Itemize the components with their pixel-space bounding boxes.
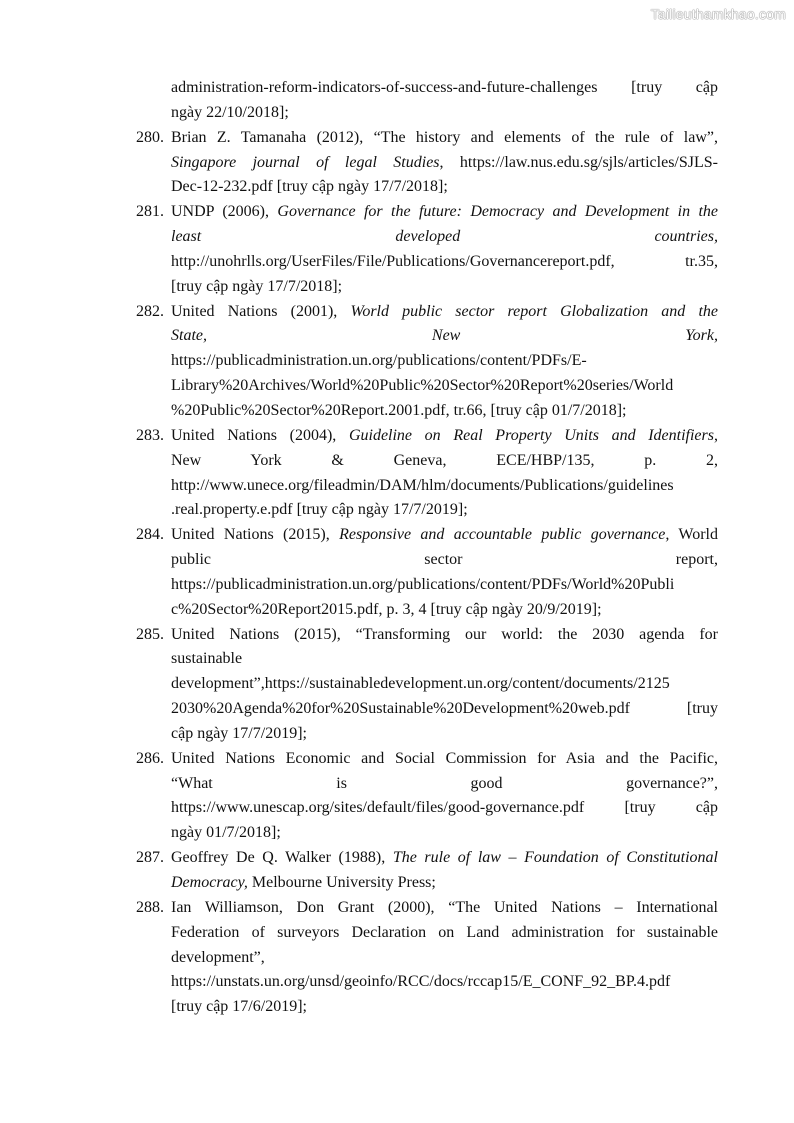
reference-line bbox=[171, 126, 718, 151]
reference-number: 288. bbox=[136, 898, 164, 916]
reference-segment: c%20Sector%20Report2015.pdf, p. 3, 4 [truy cập ngày 20/9/2019]; bbox=[171, 600, 602, 618]
reference-segment: https://unstats.un.org/unsd/geoinfo/RCC/docs/rccap15/E_CONF_92_BP.4.pdf bbox=[171, 973, 671, 991]
reference-line bbox=[171, 349, 718, 374]
italic-title-text: Governance for the future: Democracy and Development in the bbox=[277, 203, 719, 221]
reference-segment: sustainable bbox=[171, 650, 243, 668]
continuation-text bbox=[136, 76, 718, 126]
reference-text bbox=[171, 126, 718, 201]
reference-line bbox=[171, 548, 718, 573]
italic-title-text: Guideline on Real Property Units and Identifiers bbox=[348, 426, 714, 444]
reference-text bbox=[171, 300, 718, 424]
reference-line bbox=[171, 324, 718, 349]
reference-segment: Dec-12-232.pdf [truy cập ngày 17/7/2018]; bbox=[171, 178, 448, 196]
reference-line bbox=[171, 772, 718, 797]
reference-segment: Brian Z. Tamanaha (2012), “The history and elements of the rule of law”, bbox=[171, 128, 718, 146]
reference-segment: https://publicadministration.un.org/publications/content/PDFs/E- bbox=[171, 352, 587, 370]
reference-text bbox=[171, 623, 718, 747]
italic-title-text: The rule of law – Foundation of Constitutional bbox=[392, 849, 719, 867]
reference-text bbox=[171, 424, 718, 523]
reference-segment: Library%20Archives/World%20Public%20Sector%20Report%20series/World bbox=[171, 377, 674, 395]
reference-number: 284. bbox=[136, 526, 164, 544]
reference-line bbox=[171, 747, 718, 772]
reference-segment: Geoffrey De Q. Walker (1988), bbox=[171, 849, 393, 867]
reference-entry bbox=[136, 200, 718, 299]
italic-title-text: Responsive and accountable public governance, bbox=[339, 526, 670, 544]
reference-line bbox=[171, 871, 718, 896]
reference-segment: United Nations Economic and Social Commission for Asia and the Pacific, bbox=[171, 749, 718, 767]
reference-line bbox=[171, 200, 718, 225]
reference-number: 286. bbox=[136, 749, 164, 767]
reference-number: 282. bbox=[136, 302, 164, 320]
reference-line bbox=[171, 175, 718, 200]
reference-segment: New York & Geneva, ECE/HBP/135, p. 2, bbox=[171, 451, 718, 469]
reference-line bbox=[171, 250, 718, 275]
reference-segment: https://www.unescap.org/sites/default/files/good-governance.pdf [truy cập bbox=[171, 799, 718, 817]
italic-title-text: Democracy, bbox=[171, 874, 248, 891]
reference-segment: UNDP (2006), bbox=[171, 203, 278, 221]
reference-segment: ngày 01/7/2018]; bbox=[171, 824, 281, 842]
reference-entry bbox=[136, 300, 718, 424]
reference-entry bbox=[136, 747, 718, 846]
reference-segment: United Nations (2001), bbox=[171, 302, 351, 320]
references-container bbox=[136, 126, 718, 1020]
reference-line bbox=[171, 995, 718, 1020]
reference-line bbox=[171, 275, 718, 300]
reference-line bbox=[171, 598, 718, 623]
reference-segment: 2030%20Agenda%20for%20Sustainable%20Development%20web.pdf [truy bbox=[171, 700, 718, 718]
italic-title-text: Singapore journal of legal Studies bbox=[171, 153, 440, 171]
reference-entry bbox=[136, 126, 718, 201]
reference-segment: , bbox=[714, 426, 718, 444]
italic-title-text: least developed countries, bbox=[171, 228, 718, 246]
reference-segment: development”,https://sustainabledevelopment.un.org/content/documents/2125 bbox=[171, 675, 670, 693]
reference-line bbox=[171, 846, 718, 871]
reference-line bbox=[171, 474, 718, 499]
continuation-line: ngày 22/10/2018]; bbox=[171, 103, 289, 121]
reference-segment: [truy cập 17/6/2019]; bbox=[171, 998, 307, 1016]
reference-list bbox=[136, 76, 718, 1020]
reference-segment: World bbox=[669, 526, 718, 544]
reference-segment: United Nations (2004), bbox=[171, 426, 349, 444]
reference-entry bbox=[136, 896, 718, 1020]
reference-line bbox=[171, 623, 718, 648]
reference-line bbox=[171, 672, 718, 697]
reference-line bbox=[171, 921, 718, 946]
reference-segment: development”, bbox=[171, 948, 265, 966]
reference-text bbox=[171, 523, 718, 622]
reference-entry bbox=[136, 623, 718, 747]
reference-segment: United Nations (2015), bbox=[171, 526, 340, 544]
reference-text bbox=[171, 747, 718, 846]
reference-line bbox=[171, 449, 718, 474]
reference-number: 280. bbox=[136, 128, 164, 146]
reference-line bbox=[171, 225, 718, 250]
reference-line bbox=[171, 896, 718, 921]
reference-line bbox=[171, 151, 718, 176]
reference-segment: Melbourne University Press; bbox=[247, 874, 436, 891]
watermark-text: Tailieuthamkhao.com bbox=[650, 6, 786, 22]
reference-segment: https://publicadministration.un.org/publications/content/PDFs/World%20Publi bbox=[171, 575, 675, 593]
reference-line bbox=[171, 796, 718, 821]
reference-segment: public sector report, bbox=[171, 551, 718, 569]
reference-number: 281. bbox=[136, 203, 164, 221]
reference-entry bbox=[136, 424, 718, 523]
reference-line bbox=[171, 498, 718, 523]
reference-segment: “What is good governance?”, bbox=[171, 774, 718, 792]
reference-line bbox=[171, 374, 718, 399]
reference-text bbox=[171, 896, 718, 1020]
reference-line bbox=[171, 399, 718, 424]
reference-line bbox=[171, 697, 718, 722]
reference-segment: , https://law.nus.edu.sg/sjls/articles/SJLS- bbox=[439, 153, 718, 171]
reference-segment: http://www.unece.org/fileadmin/DAM/hlm/documents/Publications/guidelines bbox=[171, 476, 674, 494]
reference-segment: %20Public%20Sector%20Report.2001.pdf, tr.66, [truy cập 01/7/2018]; bbox=[171, 401, 627, 419]
reference-entry bbox=[136, 523, 718, 622]
reference-segment: United Nations (2015), “Transforming our world: the 2030 agenda for bbox=[171, 625, 718, 643]
reference-segment: cập ngày 17/7/2019]; bbox=[171, 724, 307, 742]
continuation-line: administration-reform-indicators-of-success-and-future-challenges [truy cập bbox=[171, 79, 718, 96]
reference-line bbox=[171, 300, 718, 325]
reference-line bbox=[171, 821, 718, 846]
italic-title-text: State, New York, bbox=[171, 327, 718, 345]
reference-segment: Ian Williamson, Don Grant (2000), “The United Nations – International bbox=[171, 898, 718, 916]
reference-line bbox=[171, 946, 718, 971]
reference-text bbox=[171, 200, 718, 299]
reference-text bbox=[171, 846, 718, 896]
reference-number: 285. bbox=[136, 625, 164, 643]
reference-segment: [truy cập ngày 17/7/2018]; bbox=[171, 277, 343, 295]
italic-title-text: World public sector report Globalization and the bbox=[350, 302, 718, 320]
reference-number: 287. bbox=[136, 849, 164, 867]
reference-line bbox=[171, 523, 718, 548]
reference-segment: Federation of surveyors Declaration on Land administration for sustainable bbox=[171, 923, 718, 941]
reference-line bbox=[171, 970, 718, 995]
reference-number: 283. bbox=[136, 426, 164, 444]
reference-line bbox=[171, 424, 718, 449]
reference-line bbox=[171, 573, 718, 598]
reference-segment: .real.property.e.pdf [truy cập ngày 17/7/2019]; bbox=[171, 501, 468, 519]
reference-entry bbox=[136, 846, 718, 896]
reference-line bbox=[171, 722, 718, 747]
reference-line bbox=[171, 647, 718, 672]
reference-segment: http://unohrlls.org/UserFiles/File/Publications/Governancereport.pdf, tr.35, bbox=[171, 252, 718, 270]
